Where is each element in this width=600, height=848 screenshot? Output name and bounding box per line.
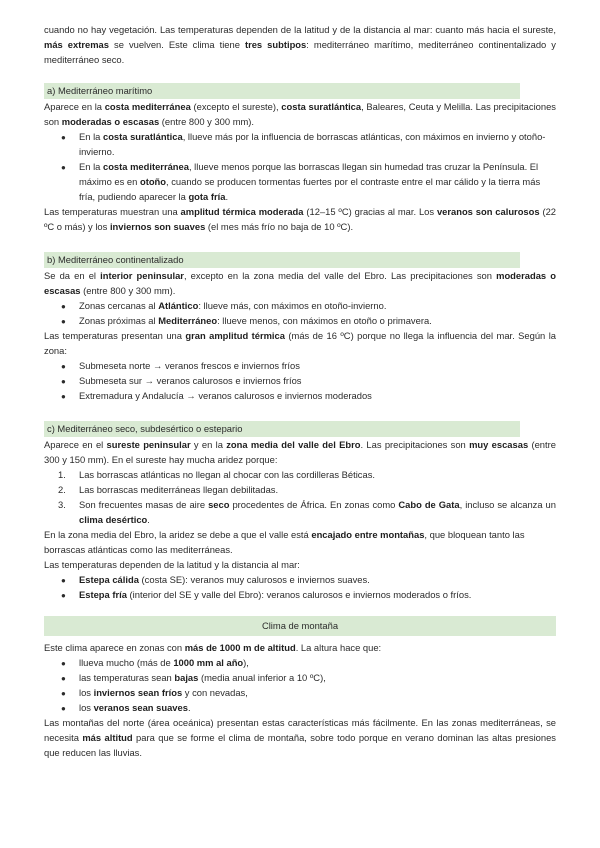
continental-paragraph-1: Se da en el interior peninsular, excepto en la zona media del valle del Ebro. Las precipitaciones son moderadas o escasas (entre 800 y 300 mm). xyxy=(44,270,556,296)
bullet-icon xyxy=(61,159,75,175)
list-item: ● llueva mucho (más de 1000 mm al año), xyxy=(44,655,556,670)
montana-list xyxy=(44,655,556,715)
list-item: ● las temperaturas sean bajas (media anual inferior a 10 ºC), xyxy=(44,670,556,685)
estepa-list xyxy=(44,572,556,602)
continental-list xyxy=(44,298,556,328)
list-number: 2. xyxy=(58,484,66,495)
list-item: ● Estepa cálida (costa SE): veranos muy calurosos e inviernos suaves. xyxy=(44,572,556,587)
heading-continentalizado: b) Mediterráneo continentalizado xyxy=(44,252,520,268)
montana-paragraph-2: Las montañas del norte (área oceánica) presentan estas características más fácilmente. En las zonas mediterráneas, se necesita más altitud para que se forme el clima de montaña, sobre todo porque en verano dominan las altas presiones que reducen las lluvias. xyxy=(44,717,556,758)
bullet-icon xyxy=(61,373,75,389)
aridez-list xyxy=(44,467,556,527)
list-item: ● Zonas cercanas al Atlántico: llueve más, con máximos en otoño-invierno. xyxy=(44,298,556,313)
list-item: ● Extremadura y Andalucía → veranos calurosos e inviernos moderados xyxy=(44,388,556,403)
heading-maritimo: a) Mediterráneo marítimo xyxy=(44,83,520,99)
bullet-icon xyxy=(61,700,75,716)
intro-paragraph: cuando no hay vegetación. Las temperaturas dependen de la latitud y de la distancia al mar: cuanto más hacia el sureste, más extremas se vuelven. Este clima tiene tres subtipos: mediterráneo marítimo, mediterráneo continentalizado y mediterráneo seco. xyxy=(44,24,556,65)
seco-paragraph-1: Aparece en el sureste peninsular y en la zona media del valle del Ebro. Las precipitaciones son muy escasas (entre 300 y 150 mm). En el sureste hay mucha aridez porque: xyxy=(44,439,556,465)
list-number: 3. xyxy=(58,499,66,510)
list-item: 3. Son frecuentes masas de aire seco procedentes de África. En zonas como Cabo de Gata, incluso se alcanza un clima desértico. xyxy=(58,499,556,525)
bullet-icon xyxy=(61,358,75,374)
maritimo-list xyxy=(44,129,556,204)
bullet-icon xyxy=(61,129,75,145)
list-item: ● En la costa mediterránea, llueve menos porque las borrascas llegan sin humedad tras cruzar la Península. El máximo es en otoño, cuando se producen tormentas fuertes por el contraste entre el mar cálido y la tierra más fría, pudiendo aparecer la gota fría. xyxy=(44,159,556,204)
bullet-icon xyxy=(61,313,75,329)
bullet-icon xyxy=(61,572,75,588)
list-number: 1. xyxy=(58,469,66,480)
maritimo-paragraph-2: Las temperaturas muestran una amplitud térmica moderada (12–15 ºC) gracias al mar. Los veranos son calurosos (22 ºC o más) y los inviernos son suaves (el mes más frío no baja de 10 ºC). xyxy=(44,206,557,232)
maritimo-paragraph-1: Aparece en la costa mediterránea (excepto el sureste), costa suratlántica, Baleares, Ceuta y Melilla. Las precipitaciones son moderadas o escasas (entre 800 y 300 mm). xyxy=(44,101,556,127)
heading-seco: c) Mediterráneo seco, subdesértico o estepario xyxy=(44,421,520,437)
list-item: ● los veranos sean suaves. xyxy=(44,700,556,715)
bullet-icon xyxy=(61,587,75,603)
list-item: ● Submeseta sur → veranos calurosos e inviernos fríos xyxy=(44,373,556,388)
bullet-icon xyxy=(61,298,75,314)
bullet-icon xyxy=(61,388,75,404)
list-item: 1. Las borrascas atlánticas no llegan al chocar con las cordilleras Béticas. xyxy=(58,469,375,480)
list-item: ● Zonas próximas al Mediterráneo: llueve menos, con máximos en otoño o primavera. xyxy=(44,313,556,328)
bullet-icon xyxy=(61,655,75,671)
montana-paragraph-1: Este clima aparece en zonas con más de 1000 m de altitud. La altura hace que: xyxy=(44,642,382,653)
list-item: ● Submeseta norte → veranos frescos e inviernos fríos xyxy=(44,358,556,373)
seco-paragraph-2: En la zona media del Ebro, la aridez se debe a que el valle está encajado entre montañas, que bloquean tanto las borrascas atlánticas como las mediterráneas. xyxy=(44,529,525,555)
bullet-icon xyxy=(61,685,75,701)
zonas-list xyxy=(44,358,556,403)
heading-montana: Clima de montaña xyxy=(44,616,556,636)
list-item: 2. Las borrascas mediterráneas llegan debilitadas. xyxy=(58,484,279,495)
continental-paragraph-2: Las temperaturas presentan una gran amplitud térmica (más de 16 ºC) porque no llega la influencia del mar. Según la zona: xyxy=(44,330,556,356)
seco-paragraph-3: Las temperaturas dependen de la latitud y la distancia al mar: xyxy=(44,559,300,570)
list-item: ● los inviernos sean fríos y con nevadas, xyxy=(44,685,556,700)
bullet-icon xyxy=(61,670,75,686)
list-item: ● Estepa fría (interior del SE y valle del Ebro): veranos calurosos e inviernos moderados o fríos. xyxy=(44,587,556,602)
list-item: ● En la costa suratlántica, llueve más por la influencia de borrascas atlánticas, con máximos en invierno y otoño-invierno. xyxy=(44,129,556,159)
